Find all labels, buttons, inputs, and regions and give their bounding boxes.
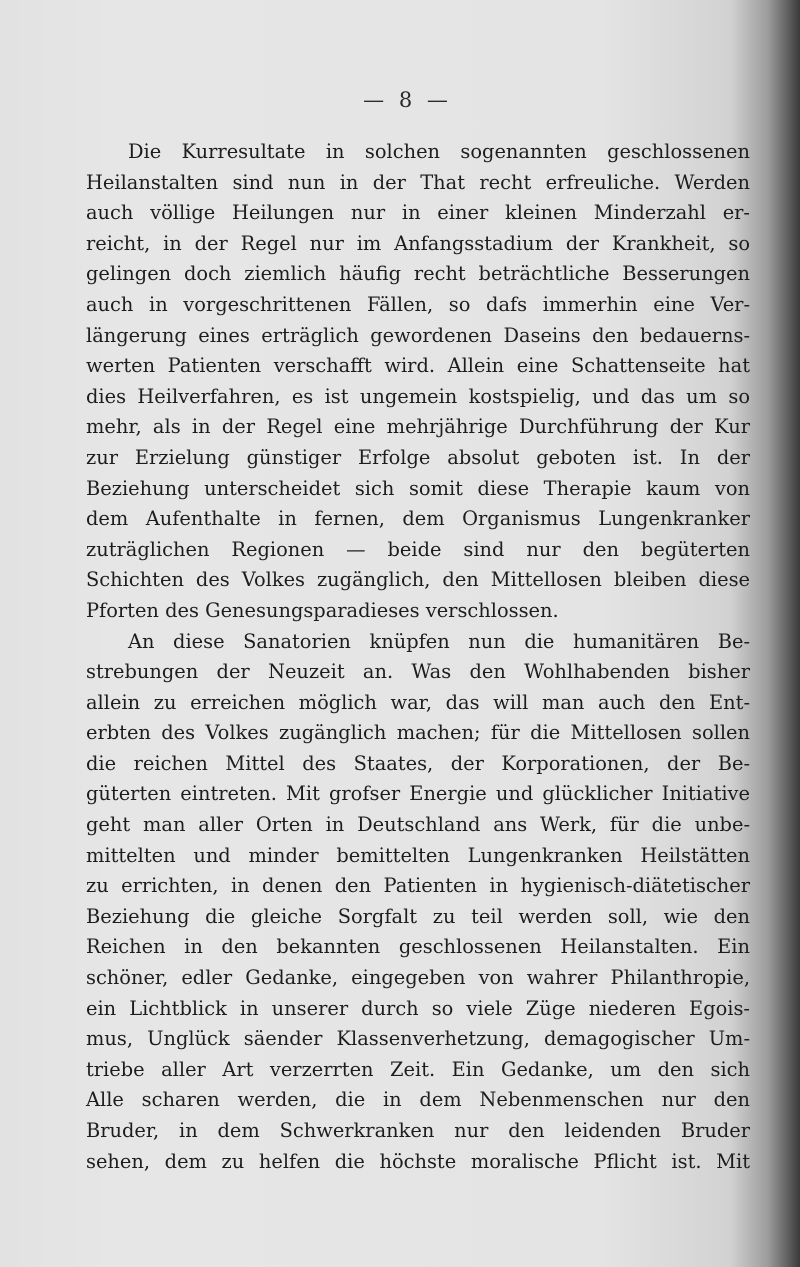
text-line: mehr, als in der Regel eine mehrjährige Durchführung der Kur (86, 415, 750, 439)
text-line: geht man aller Orten in Deutschland ans Werk, für die unbe- (86, 813, 750, 837)
text-line: schöner, edler Gedanke, eingegeben von wahrer Philanthropie, (86, 966, 750, 990)
text-line: Bruder, in dem Schwerkranken nur den leidenden Bruder (86, 1119, 750, 1142)
text-line: reicht, in der Regel nur im Anfangsstadium der Krankheit, so (86, 231, 750, 255)
text-line: ein Lichtblick in unserer durch so viele Züge niederen Egois- (86, 996, 750, 1020)
text-line: auch in vorgeschrittenen Fällen, so dafs immerhin eine Ver- (86, 292, 750, 316)
text-line: Die Kurresultate in solchen sogenannten geschlossenen (128, 140, 750, 163)
text-line: erbten des Volkes zugänglich machen; für die Mittellosen sollen (86, 721, 750, 745)
body-text (86, 137, 750, 1177)
paragraph (86, 627, 750, 1178)
text-line: zu errichten, in denen den Patienten in hygienisch-diätetischer (86, 874, 750, 898)
text-line: An diese Sanatorien knüpfen nun die humanitären Be- (128, 629, 750, 653)
text-line: Beziehung die gleiche Sorgfalt zu teil werden soll, wie den (86, 904, 750, 928)
text-line: Reichen in den bekannten geschlossenen Heilanstalten. Ein (86, 935, 750, 959)
text-line: Schichten des Volkes zugänglich, den Mittellosen bleiben diese (86, 568, 750, 592)
text-line: dem Aufenthalte in fernen, dem Organismus Lungenkranker (86, 507, 750, 531)
text-line: dies Heilverfahren, es ist ungemein kostspielig, und das um so (86, 384, 750, 408)
text-line: Pforten des Genesungsparadieses verschlossen. (86, 598, 559, 622)
text-line: mus, Unglück säender Klassenverhetzung, demagogischer Um- (86, 1027, 750, 1051)
text-line: die reichen Mittel des Staates, der Korporationen, der Be- (86, 751, 750, 775)
text-line: Beziehung unterscheidet sich somit diese Therapie kaum von (86, 476, 750, 500)
text-line: zur Erzielung günstiger Erfolge absolut geboten ist. In der (86, 445, 750, 469)
text-line: triebe aller Art verzerrten Zeit. Ein Gedanke, um den sich (86, 1057, 750, 1081)
text-line: Alle scharen werden, die in dem Nebenmenschen nur den (86, 1088, 750, 1112)
paragraph (86, 137, 750, 627)
page-number: — 8 — (363, 88, 452, 112)
text-line: Heilanstalten sind nun in der That recht erfreuliche. Werden (86, 170, 750, 194)
text-line: mittelten und minder bemittelten Lungenkranken Heilstätten (86, 843, 750, 867)
text-line: werten Patienten verschafft wird. Allein eine Schattenseite hat (86, 354, 750, 378)
text-line: längerung eines erträglich gewordenen Daseins den bedauerns- (86, 323, 750, 347)
text-line: auch völlige Heilungen nur in einer kleinen Minderzahl er- (86, 201, 750, 225)
text-line: allein zu erreichen möglich war, das will man auch den Ent- (86, 690, 750, 714)
text-line: zuträglichen Regionen — beide sind nur den begüterten (86, 537, 750, 561)
text-line: strebungen der Neuzeit an. Was den Wohlhabenden bisher (86, 660, 750, 684)
text-line: güterten eintreten. Mit grofser Energie und glücklicher Initiative (86, 782, 750, 806)
text-line: sehen, dem zu helfen die höchste moralische Pflicht ist. Mit (86, 1149, 750, 1173)
text-line: gelingen doch ziemlich häufig recht beträchtliche Besserungen (86, 262, 750, 286)
